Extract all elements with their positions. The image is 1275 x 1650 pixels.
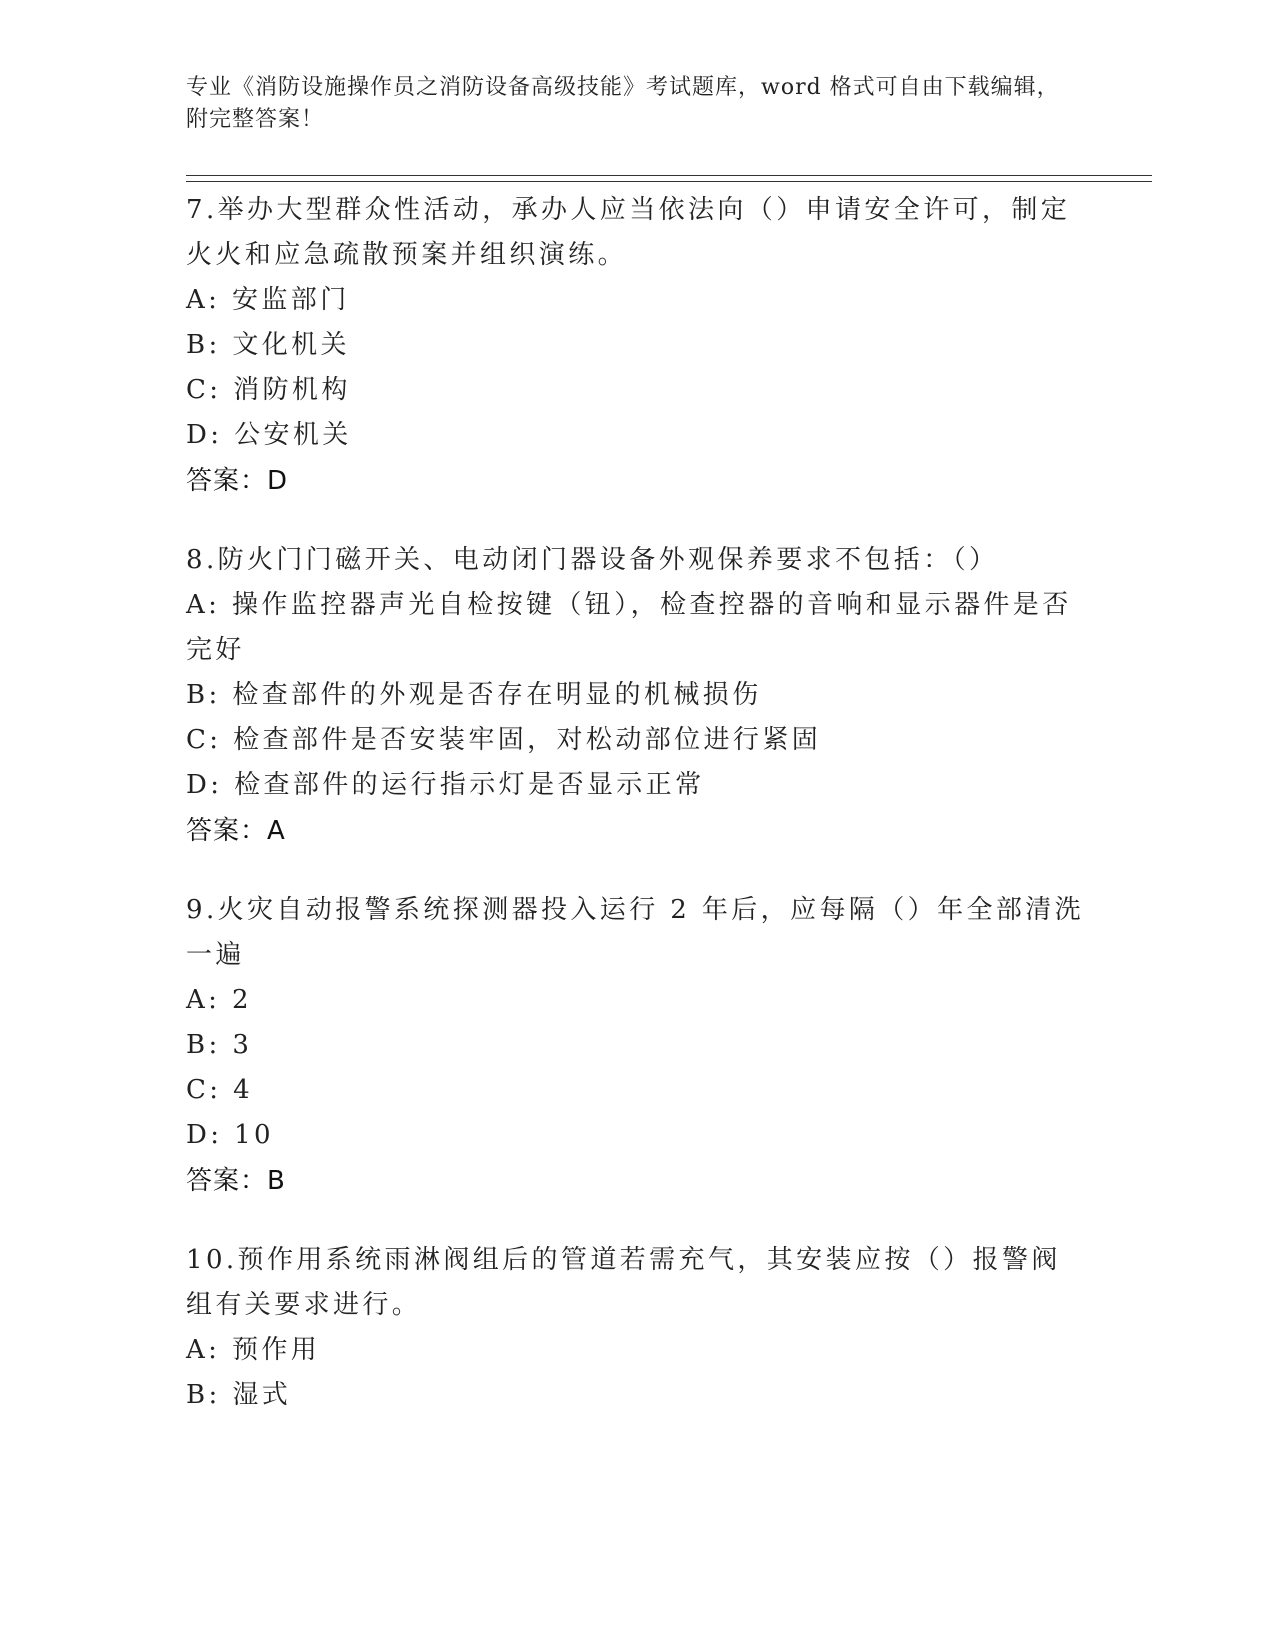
question-stem: 7.举办大型群众性活动，承办人应当依法向（）申请安全许可，制定火火和应急疏散预案并组织演练。 xyxy=(186,195,1071,270)
header-divider-top xyxy=(186,175,1152,176)
option-d: D: 公安机关 xyxy=(186,420,352,450)
option-a: A: 操作监控器声光自检按键（钮），检查控器的音响和显示器件是否完好 xyxy=(186,590,1072,665)
question-stem: 10.预作用系统雨淋阀组后的管道若需充气，其安装应按（）报警阀组有关要求进行。 xyxy=(186,1245,1061,1320)
question-list xyxy=(186,188,1086,1452)
header-divider-bottom xyxy=(186,181,1152,182)
answer-line: 答案：B xyxy=(186,1166,286,1196)
answer-line: 答案：A xyxy=(186,816,286,846)
answer-line: 答案：D xyxy=(186,466,289,496)
option-c: C: 消防机构 xyxy=(186,375,351,405)
option-b: B: 3 xyxy=(186,1030,253,1060)
option-a: A: 安监部门 xyxy=(186,285,350,315)
option-c: C: 4 xyxy=(186,1075,254,1105)
option-b: B: 湿式 xyxy=(186,1380,292,1410)
option-b: B: 检查部件的外观是否存在明显的机械损伤 xyxy=(186,680,762,710)
option-d: D: 10 xyxy=(186,1120,274,1150)
option-c: C: 检查部件是否安装牢固，对松动部位进行紧固 xyxy=(186,725,822,755)
document-header: 专业《消防设施操作员之消防设备高级技能》考试题库，word 格式可自由下载编辑，附完整答案！ xyxy=(186,75,1060,132)
question-stem: 9.火灾自动报警系统探测器投入运行 2 年后，应每隔（）年全部清洗一遍 xyxy=(186,895,1085,970)
question-9 xyxy=(186,888,1086,1204)
question-8 xyxy=(186,538,1086,854)
question-stem: 8.防火门门磁开关、电动闭门器设备外观保养要求不包括：（） xyxy=(186,545,999,575)
question-10 xyxy=(186,1238,1086,1418)
question-7 xyxy=(186,188,1086,504)
option-a: A: 2 xyxy=(186,985,252,1015)
option-b: B: 文化机关 xyxy=(186,330,350,360)
option-d: D: 检查部件的运行指示灯是否显示正常 xyxy=(186,770,705,800)
option-a: A: 预作用 xyxy=(186,1335,321,1365)
